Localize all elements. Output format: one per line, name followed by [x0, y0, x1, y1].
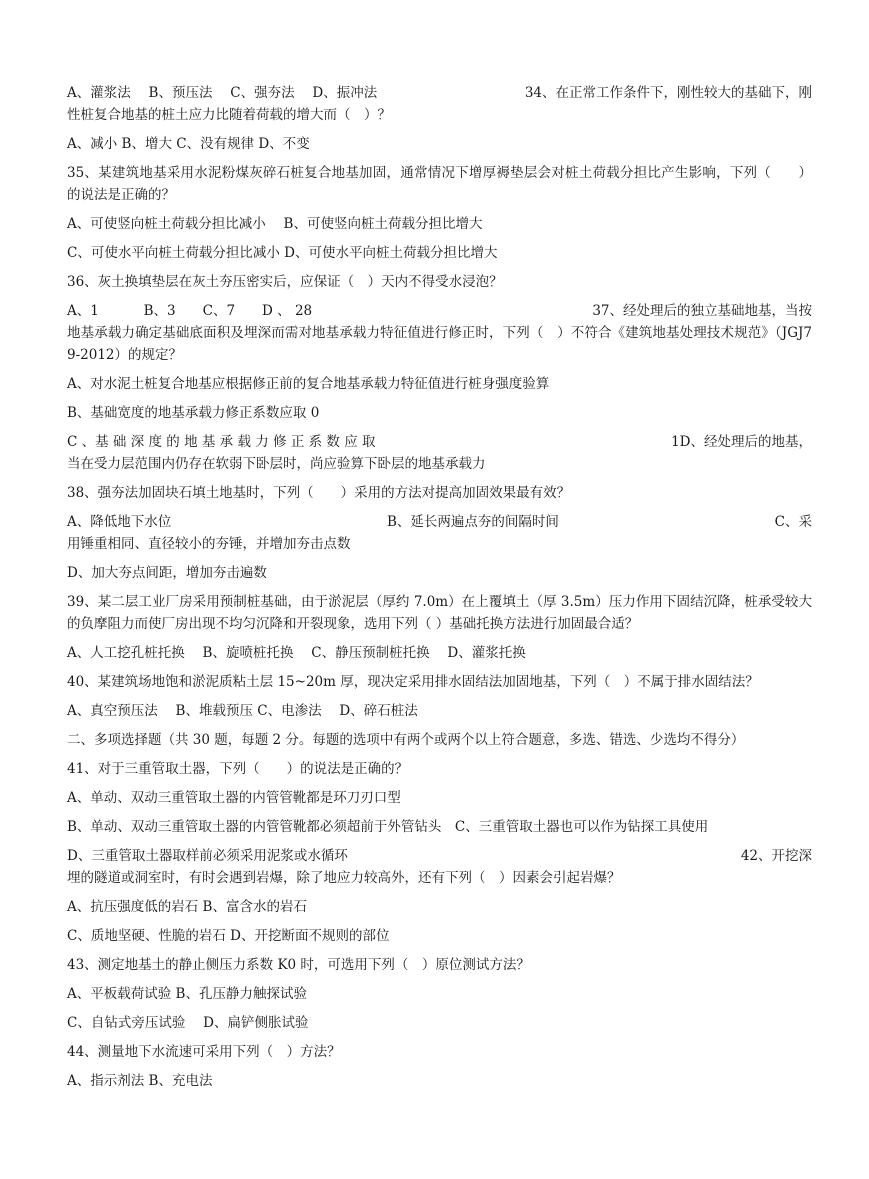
- paragraph-q41-option-d-q42: [67, 845, 812, 889]
- q38-stem: 38、强夯法加固块石填土地基时，下列（ ）采用的方法对提高加固效果最有效？: [67, 485, 571, 501]
- q43-options-cd: C、自钻式旁压试验 D、扁铲侧胀试验: [67, 1015, 309, 1031]
- document-page: [67, 82, 812, 1099]
- q37-option-c: C 、基 础 深 度 的 地 基 承 载 力 修 正 系 数 应 取: [67, 434, 376, 450]
- section-heading-multiple-choice: 二、多项选择题（共 30 题，每题 2 分。每题的选项中有两个或两个以上符合题意，多选、错选、少选均不得分）: [67, 732, 745, 748]
- line: [67, 431, 812, 453]
- q39-stem: 39、某二层工业厂房采用预制桩基础，由于淤泥层（厚约 7.0m）在上覆填土（厚 3.5m）压力作用下固结沉降，桩承受较大的负摩阻力而使厂房出现不均匀沉降和开裂现象，选用下列（ ）基础托换方法进行加固最合适？: [67, 594, 812, 632]
- q37-stem-start: 37、经处理后的独立基础地基，当按: [592, 303, 812, 319]
- q34-stem-start: 34、在正常工作条件下，刚性较大的基础下，刚: [524, 85, 812, 101]
- q37-option-a: A、对水泥土桩复合地基应根据修正前的复合地基承载力特征值进行桩身强度验算: [67, 376, 550, 392]
- q41-stem: 41、对于三重管取土器，下列（ ）的说法是正确的？: [67, 761, 409, 777]
- q41-options-bc: B、单动、双动三重管取土器的内管管靴都必须超前于外管钻头 C、三重管取土器也可以作为钻探工具使用: [67, 819, 709, 835]
- paragraph-q33-options-q34: [67, 82, 812, 126]
- q42-stem-end: 埋的隧道或洞室时，有时会遇到岩爆，除了地应力较高外，还有下列（ ）因素会引起岩爆？: [67, 870, 621, 886]
- q38-option-d: D、加大夯点间距，增加夯击遍数: [67, 565, 267, 581]
- q42-options-cd: C、质地坚硬、性脆的岩石 D、开挖断面不规则的部位: [67, 928, 390, 944]
- q41-option-d: D、三重管取土器取样前必须采用泥浆或水循环: [67, 848, 348, 864]
- q41-option-a: A、单动、双动三重管取土器的内管管靴都是环刀刃口型: [67, 790, 401, 806]
- q37-option-b: B、基础宽度的地基承载力修正系数应取 0: [67, 405, 320, 421]
- q37-option-d-start: 1D、经处理后的地基，: [671, 434, 812, 450]
- q38-option-a: A、降低地下水位: [67, 514, 172, 530]
- q36-options: A、1 B、3 C、7 D 、 28: [67, 303, 313, 319]
- q38-option-b: B、延长两遍点夯的间隔时间: [386, 514, 559, 530]
- q34-stem-end: 性桩复合地基的桩土应力比随着荷载的增大而（ ）？: [67, 107, 391, 123]
- q33-options: A、灌浆法 B、预压法 C、强夯法 D、振冲法: [67, 85, 378, 101]
- q38-option-c-start: C、采: [774, 514, 812, 530]
- q40-stem: 40、某建筑场地饱和淤泥质粘土层 15~20m 厚，现决定采用排水固结法加固地基，下列（ ）不属于排水固结法？: [67, 674, 759, 690]
- q42-options-ab: A、抗压强度低的岩石 B、富含水的岩石: [67, 899, 307, 915]
- q42-stem-start: 42、开挖深: [740, 848, 812, 864]
- q35-stem: 35、某建筑地基采用水泥粉煤灰碎石桩复合地基加固，通常情况下增厚褥垫层会对桩土荷载分担比产生影响，下列（ ）的说法是正确的？: [67, 165, 812, 203]
- line: [67, 511, 812, 533]
- paragraph-q37-options-cd: [67, 431, 812, 475]
- q35-options-ab: A、可使竖向桩土荷载分担比减小 B、可使竖向桩土荷载分担比增大: [67, 216, 483, 232]
- paragraph-q38-options: [67, 511, 812, 555]
- q43-options-ab: A、平板载荷试验 B、孔压静力触探试验: [67, 986, 307, 1002]
- q37-option-d-end: 当在受力层范围内仍存在软弱下卧层时，尚应验算下卧层的地基承载力: [67, 456, 486, 472]
- paragraph-q36-options-q37: [67, 300, 812, 366]
- line: [67, 300, 812, 322]
- q39-options: A、人工挖孔桩托换 B、旋喷桩托换 C、静压预制桩托换 D、灌浆托换: [67, 645, 526, 661]
- line: [67, 82, 812, 104]
- q44-options-ab: A、指示剂法 B、充电法: [67, 1073, 213, 1089]
- q35-options-cd: C、可使水平向桩土荷载分担比减小 D、可使水平向桩土荷载分担比增大: [67, 245, 498, 261]
- q44-stem: 44、测量地下水流速可采用下列（ ）方法？: [67, 1044, 341, 1060]
- q34-options: A、减小 B、增大 C、没有规律 D、不变: [67, 136, 310, 152]
- q43-stem: 43、测定地基土的静止侧压力系数 K0 时，可选用下列（ ）原位测试方法？: [67, 957, 530, 973]
- q37-stem-end: 地基承载力确定基础底面积及埋深而需对地基承载力特征值进行修正时，下列（ ）不符合《建筑地基处理技术规范》（JGJ79-2012）的规定？: [67, 325, 812, 363]
- q36-stem: 36、灰土换填垫层在灰土夯压密实后，应保证（ ）天内不得受水浸泡？: [67, 274, 503, 290]
- q38-option-c-end: 用锤重相同、直径较小的夯锤，并增加夯击点数: [67, 536, 351, 552]
- line: [67, 845, 812, 867]
- q40-options: A、真空预压法 B、堆载预压 C、电渗法 D、碎石桩法: [67, 703, 418, 719]
